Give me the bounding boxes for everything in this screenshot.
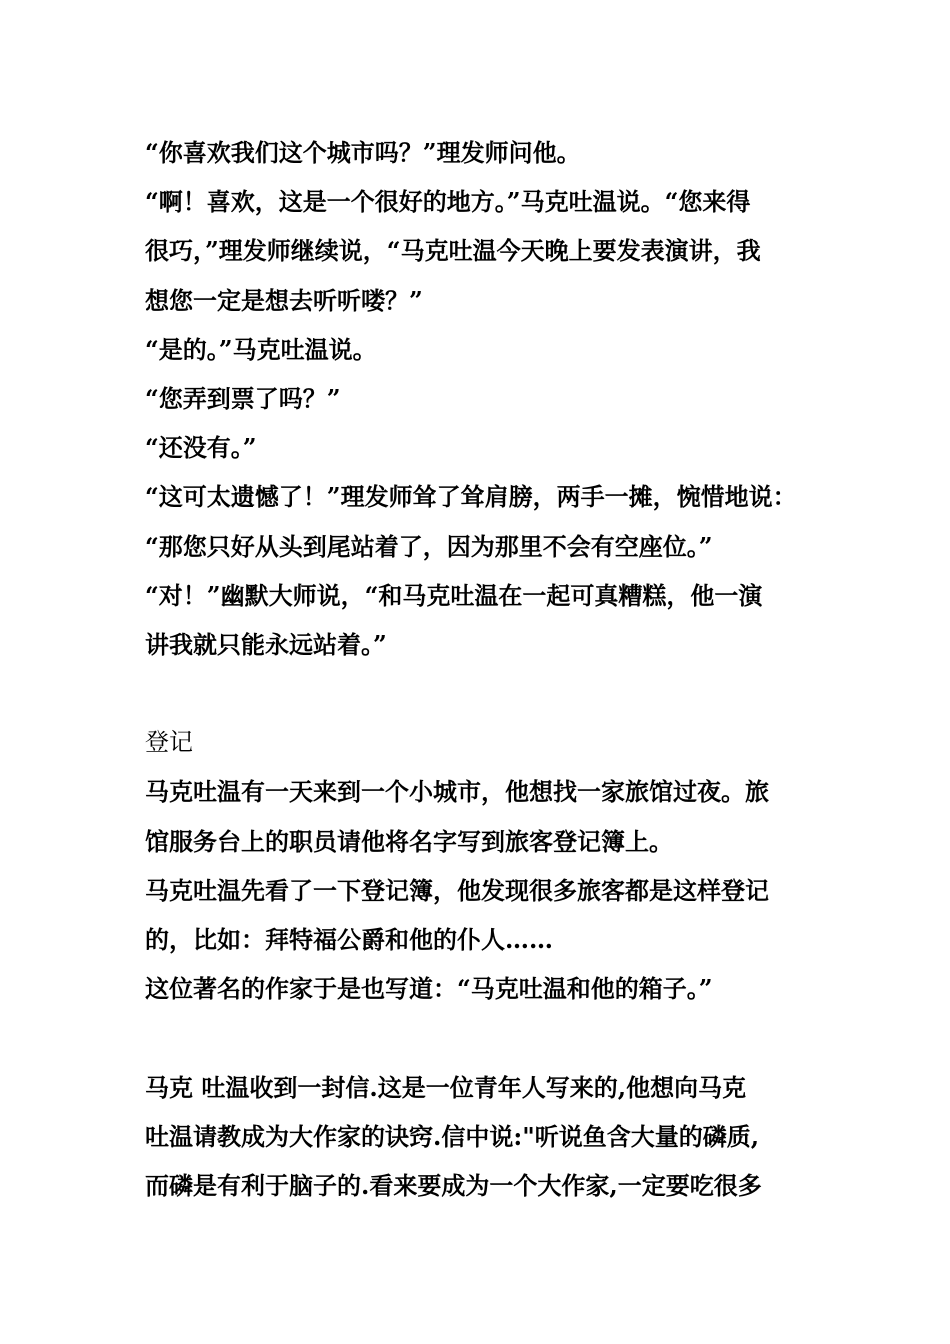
dialogue-line: “是的。”马克吐温说。 [145, 334, 377, 364]
registration-line: 的，比如：拜特福公爵和他的仆人…… [145, 925, 553, 954]
document-body [145, 128, 845, 1210]
dialogue-line: 想您一定是想去听听喽？” [145, 285, 423, 315]
registration-line: 马克吐温有一天来到一个小城市，他想找一家旅馆过夜。旅 [145, 777, 769, 807]
letter-line: 而磷是有利于脑子的.看来要成为一个大作家,一定要吃很多 [145, 1170, 762, 1200]
dialogue-line: “那您只好从头到尾站着了，因为那里不会有空座位。” [145, 531, 713, 561]
registration-line: 这位著名的作家于是也写道：“马克吐温和他的箱子。” [145, 974, 713, 1004]
dialogue-line: “还没有。” [145, 433, 257, 463]
dialogue-line: “这可太遗憾了！”理发师耸了耸肩膀，两手一摊，惋惜地说： [145, 482, 797, 512]
dialogue-line: “啊！喜欢，这是一个很好的地方。”马克吐温说。“您来得 [145, 187, 751, 217]
letter-line: 马克 吐温收到一封信.这是一位青年人写来的,他想向马克 [145, 1072, 747, 1102]
dialogue-line: “您弄到票了吗？” [145, 383, 341, 413]
letter-line: 吐温请教成为大作家的诀窍.信中说:"听说鱼含大量的磷质, [145, 1121, 760, 1151]
dialogue-line: “你喜欢我们这个城市吗？”理发师问他。 [145, 138, 581, 167]
section-title: 登记 [145, 728, 193, 757]
registration-line: 馆服务台上的职员请他将名字写到旅客登记簿上。 [145, 826, 673, 856]
dialogue-line: “对！”幽默大师说，“和马克吐温在一起可真糟糕，他一演 [145, 580, 763, 610]
dialogue-line: 讲我就只能永远站着。” [145, 629, 387, 659]
paragraph-gap [145, 669, 845, 718]
dialogue-line: 很巧，”理发师继续说，“马克吐温今天晚上要发表演讲，我 [145, 236, 761, 266]
paragraph-gap [145, 1013, 845, 1062]
registration-line: 马克吐温先看了一下登记簿，他发现很多旅客都是这样登记 [145, 875, 769, 905]
